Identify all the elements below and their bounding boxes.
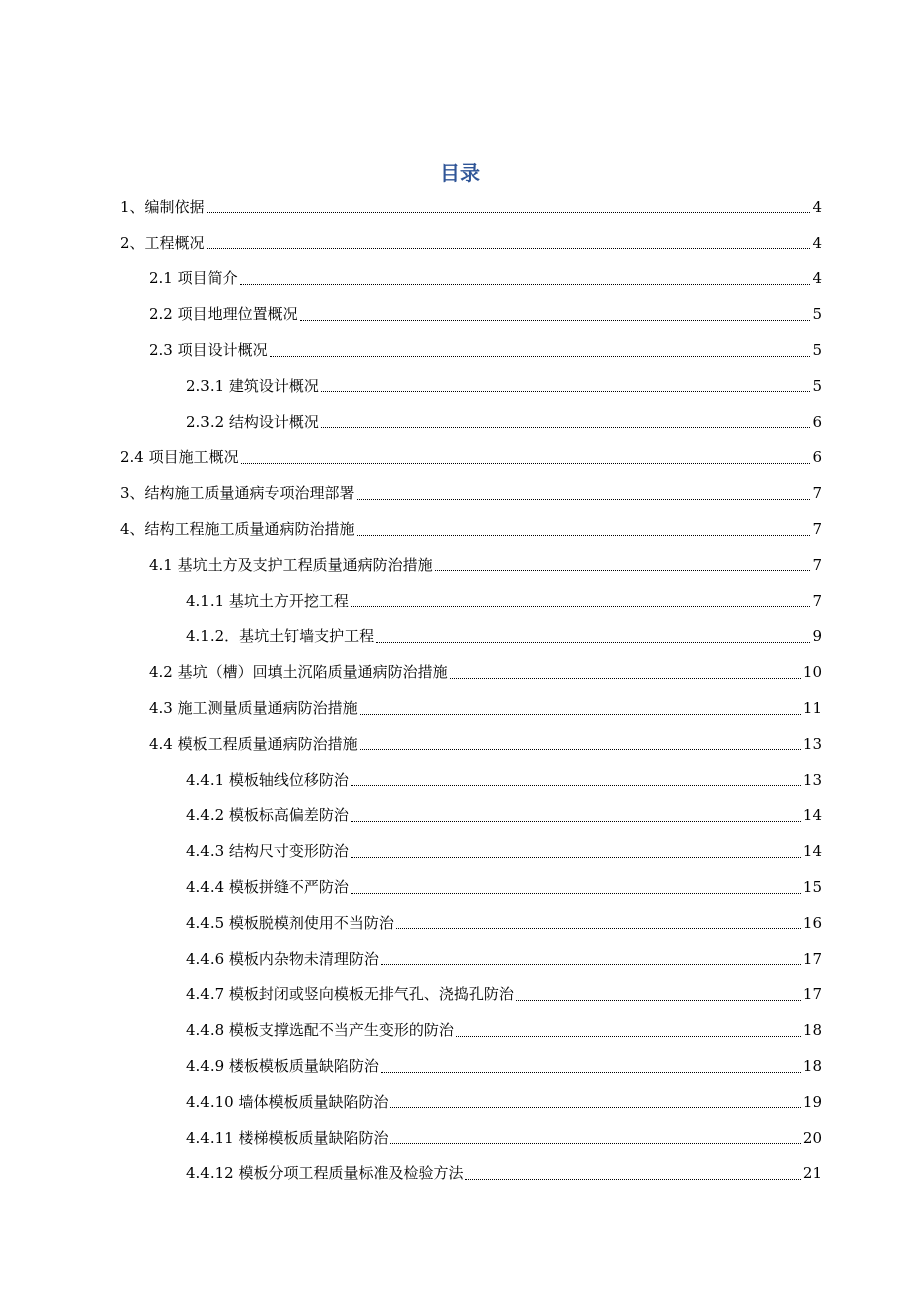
toc-entry-text: 4.4.5 模板脱模剂使用不当防治 [186, 913, 394, 932]
toc-page-number: 14 [802, 806, 822, 825]
toc-page-number: 9 [812, 627, 822, 646]
toc-page-number: 7 [812, 520, 822, 539]
toc-title: 目录 [440, 161, 480, 185]
toc-entry[interactable] [0, 726, 920, 762]
toc-dot-leader [465, 1179, 800, 1180]
toc-dot-leader [396, 928, 801, 929]
toc-page-number: 10 [802, 663, 822, 682]
toc-dot-leader [241, 463, 811, 464]
toc-entry-text: 4.1 基坑土方及支护工程质量通病防治措施 [149, 555, 433, 574]
toc-entry-text: 4.2 基坑（槽）回填土沉陷质量通病防治措施 [149, 663, 448, 682]
toc-page-number: 5 [812, 341, 822, 360]
toc-page-number: 15 [802, 878, 822, 897]
toc-page-number: 5 [812, 376, 822, 395]
toc-dot-leader [351, 857, 801, 858]
toc-entry-text: 4.4.3 结构尺寸变形防治 [186, 842, 349, 861]
toc-dot-leader [321, 427, 811, 428]
toc-dot-leader [390, 1107, 800, 1108]
toc-entry[interactable] [0, 1120, 920, 1156]
toc-dot-leader [357, 535, 811, 536]
toc-entry[interactable] [0, 1048, 920, 1084]
toc-dot-leader [360, 714, 801, 715]
toc-dot-leader [240, 284, 811, 285]
toc-entry-text: 4.4.1 模板轴线位移防治 [186, 770, 349, 789]
toc-dot-leader [450, 678, 801, 679]
toc-entry-text: 4.4.8 模板支撑选配不当产生变形的防治 [186, 1021, 454, 1040]
toc-entry-text: 3、结构施工质量通病专项治理部署 [120, 484, 355, 503]
toc-entry-text: 4.4.12 模板分项工程质量标准及检验方法 [186, 1164, 464, 1183]
toc-dot-leader [300, 320, 811, 321]
toc-entry[interactable] [0, 547, 920, 583]
toc-dot-leader [351, 821, 801, 822]
toc-dot-leader [456, 1036, 801, 1037]
toc-dot-leader [381, 964, 801, 965]
toc-entry[interactable] [0, 869, 920, 905]
toc-entry[interactable] [0, 440, 920, 476]
toc-page-number: 17 [802, 985, 822, 1004]
toc-entry[interactable] [0, 1012, 920, 1048]
toc-entry[interactable] [0, 332, 920, 368]
toc-entry-text: 4.1.1 基坑土方开挖工程 [186, 591, 349, 610]
toc-dot-leader [357, 499, 811, 500]
toc-dot-leader [207, 248, 811, 249]
toc-entry[interactable] [0, 654, 920, 690]
toc-page-number: 19 [802, 1092, 822, 1111]
toc-list [0, 189, 920, 1191]
toc-page-number: 20 [802, 1128, 822, 1147]
toc-page-number: 11 [802, 699, 822, 718]
toc-entry[interactable] [0, 475, 920, 511]
toc-entry-text: 2、工程概况 [120, 233, 205, 252]
toc-entry-text: 4.4.10 墙体模板质量缺陷防治 [186, 1092, 389, 1111]
toc-page-number: 13 [802, 734, 822, 753]
toc-dot-leader [435, 570, 811, 571]
toc-entry[interactable] [0, 798, 920, 834]
toc-page-number: 4 [812, 233, 822, 252]
toc-dot-leader [390, 1143, 800, 1144]
toc-entry[interactable] [0, 619, 920, 655]
toc-dot-leader [207, 212, 811, 213]
toc-dot-leader [270, 356, 811, 357]
toc-page-number: 18 [802, 1057, 822, 1076]
toc-entry-text: 4、结构工程施工质量通病防治措施 [120, 520, 355, 539]
toc-page-number: 18 [802, 1021, 822, 1040]
toc-entry[interactable] [0, 977, 920, 1013]
toc-entry-text: 4.4.7 模板封闭或竖向模板无排气孔、浇捣孔防治 [186, 985, 514, 1004]
toc-entry[interactable] [0, 296, 920, 332]
toc-entry[interactable] [0, 583, 920, 619]
toc-entry-text: 2.3.1 建筑设计概况 [186, 376, 319, 395]
toc-entry[interactable] [0, 941, 920, 977]
toc-entry[interactable] [0, 690, 920, 726]
toc-page-number: 13 [802, 770, 822, 789]
toc-entry[interactable] [0, 762, 920, 798]
toc-page-number: 21 [802, 1164, 822, 1183]
toc-entry-text: 4.3 施工测量质量通病防治措施 [149, 699, 358, 718]
toc-page-number: 17 [802, 949, 822, 968]
toc-entry-text: 4.4.9 楼板模板质量缺陷防治 [186, 1057, 379, 1076]
toc-entry[interactable] [0, 511, 920, 547]
toc-dot-leader [351, 785, 801, 786]
toc-page-number: 16 [802, 913, 822, 932]
toc-page-number: 14 [802, 842, 822, 861]
toc-entry[interactable] [0, 833, 920, 869]
toc-dot-leader [360, 749, 801, 750]
toc-entry-text: 2.4 项目施工概况 [120, 448, 239, 467]
toc-entry[interactable] [0, 404, 920, 440]
toc-entry-text: 4.1.2．基坑土钉墙支护工程 [186, 627, 375, 646]
toc-page-number: 6 [812, 448, 822, 467]
toc-entry[interactable] [0, 1084, 920, 1120]
toc-entry-text: 4.4 模板工程质量通病防治措施 [149, 734, 358, 753]
toc-entry[interactable] [0, 905, 920, 941]
toc-dot-leader [321, 391, 811, 392]
toc-entry[interactable] [0, 189, 920, 225]
toc-dot-leader [351, 893, 801, 894]
toc-dot-leader [381, 1072, 801, 1073]
toc-entry-text: 4.4.11 楼梯模板质量缺陷防治 [186, 1128, 389, 1147]
toc-entry-text: 4.4.2 模板标高偏差防治 [186, 806, 349, 825]
toc-page-number: 7 [812, 555, 822, 574]
toc-entry-text: 2.3.2 结构设计概况 [186, 412, 319, 431]
toc-entry-text: 4.4.6 模板内杂物未清理防治 [186, 949, 379, 968]
toc-page-number: 4 [812, 269, 822, 288]
toc-entry[interactable] [0, 368, 920, 404]
toc-entry[interactable] [0, 261, 920, 297]
toc-entry[interactable] [0, 225, 920, 261]
toc-page-number: 7 [812, 591, 822, 610]
toc-page-number: 6 [812, 412, 822, 431]
toc-entry-text: 2.3 项目设计概况 [149, 341, 268, 360]
toc-page-number: 7 [812, 484, 822, 503]
toc-page-number: 4 [812, 197, 822, 216]
toc-entry-text: 2.1 项目简介 [149, 269, 238, 288]
toc-dot-leader [351, 606, 811, 607]
toc-entry[interactable] [0, 1156, 920, 1192]
toc-dot-leader [516, 1000, 801, 1001]
toc-page-number: 5 [812, 305, 822, 324]
toc-entry-text: 2.2 项目地理位置概况 [149, 305, 298, 324]
toc-dot-leader [376, 642, 810, 643]
toc-entry-text: 1、编制依据 [120, 197, 205, 216]
toc-entry-text: 4.4.4 模板拼缝不严防治 [186, 878, 349, 897]
